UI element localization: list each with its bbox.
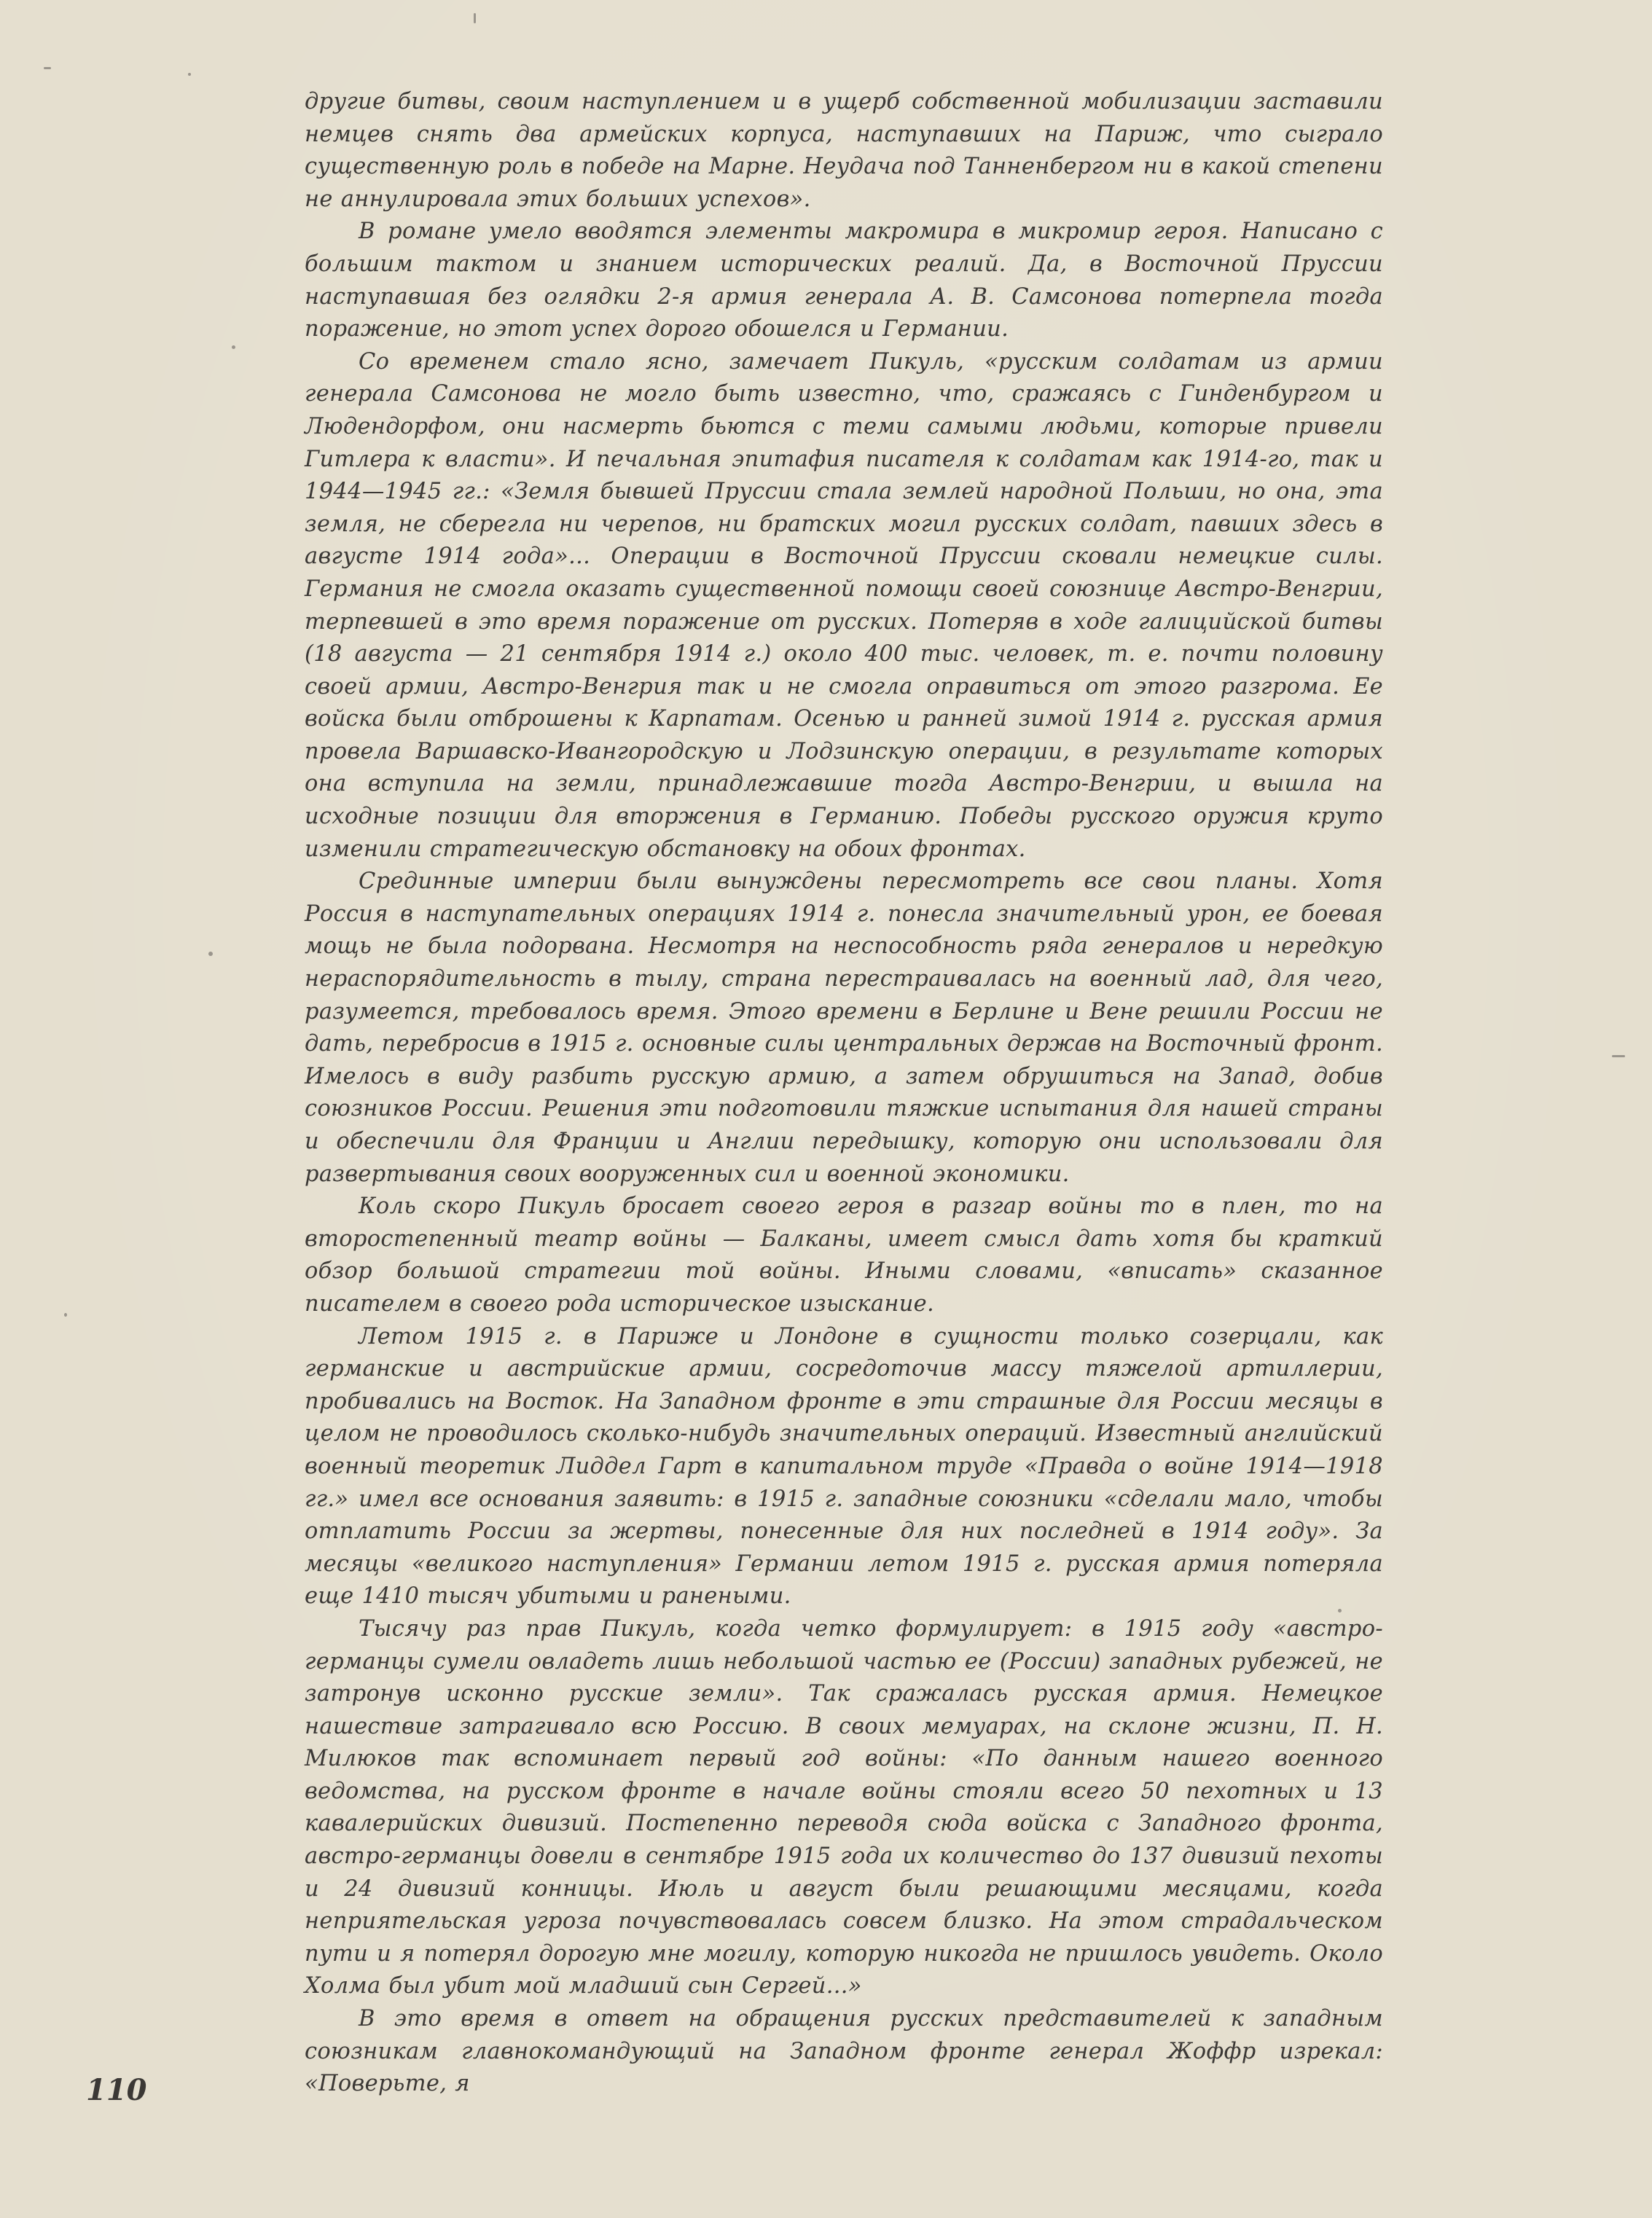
paragraph: Летом 1915 г. в Париже и Лондоне в сущности только созерцали, как германские и австрийские армии, сосредоточив массу тяжелой артиллерии, пробивались на Восток. На Западном фронте в эти страшные для России месяцы в целом не проводилось сколько-нибудь значительных операций. Известный английский военный теоретик Лиддел Гарт в капитальном труде «Правда о войне 1914—1918 гг.» имел все основания заявить: в 1915 г. западные союзники «сделали мало, чтобы отплатить России за жертвы, понесенные для них последней в 1914 году». За месяцы «великого наступления» Германии летом 1915 г. русская армия потеряла еще 1410 тысяч убитыми и ранеными. xyxy=(305,1323,1383,1610)
paper-speck xyxy=(474,13,476,23)
paper-speck xyxy=(232,345,235,349)
paragraph: В это время в ответ на обращения русских представителей к западным союзникам главнокомандующий на Западном фронте генерал Жоффр изрекал: «Поверьте, я xyxy=(305,2006,1383,2097)
paper-speck xyxy=(1612,1055,1625,1057)
paper-speck xyxy=(208,952,213,956)
page-number: 110 xyxy=(86,2073,147,2107)
paragraph: В романе умело вводятся элементы макромира в микромир героя. Написано с большим тактом и знанием исторических реалий. Да, в Восточной Пруссии наступавшая без оглядки 2-я армия генерала А. В. Самсонова потерпела тогда поражение, но этот успех дорого обошелся и Германии. xyxy=(305,219,1383,342)
paper-speck xyxy=(1338,1609,1342,1612)
paragraph: Тысячу раз прав Пикуль, когда четко формулирует: в 1915 году «австро-германцы сумели овладеть лишь небольшой частью ее (России) западных рубежей, не затронув исконно русские земли». Так сражалась русская армия. Немецкое нашествие затрагивало всю Россию. В своих мемуарах, на склоне жизни, П. Н. Милюков так вспоминает первый год войны: «По данным нашего военного ведомства, на русском фронте в начале войны стояли всего 50 пехотных и 13 кавалерийских дивизий. Постепенно переводя сюда войска с Западного фронта, австро-германцы довели в сентябре 1915 года их количество до 137 дивизий пехоты и 24 дивизий конницы. Июль и август были решающими месяцами, когда неприятельская угроза почувствовалась совсем близко. На этом страдальческом пути и я потерял дорогую мне могилу, которую никогда не пришлось увидеть. Около Холма был убит мой младший сын Сергей...» xyxy=(305,1615,1383,1999)
paragraph: Коль скоро Пикуль бросает своего героя в разгар войны то в плен, то на второстепенный театр войны — Балканы, имеет смысл дать хотя бы краткий обзор большой стратегии той войны. Иными словами, «вписать» сказанное писателем в своего рода историческое изыскание. xyxy=(305,1194,1383,1317)
paper-speck xyxy=(44,67,51,69)
paper-speck xyxy=(64,1313,67,1317)
paragraph: Со временем стало ясно, замечает Пикуль, «русским солдатам из армии генерала Самсонова не могло быть известно, что, сражаясь с Гинденбургом и Людендорфом, они насмерть бьются с теми самыми людьми, которые привели Гитлера к власти». И печальная эпитафия писателя к солдатам как 1914-го, так и 1944—1945 гг.: «Земля бывшей Пруссии стала землей народной Польши, но она, эта земля, не сберегла ни черепов, ни братских могил русских солдат, павших здесь в августе 1914 года»... Операции в Восточной Пруссии сковали немецкие силы. Германия не смогла оказать существенной помощи своей союзнице Австро-Венгрии, терпевшей в это время поражение от русских. Потеряв в ходе галицийской битвы (18 августа — 21 сентября 1914 г.) около 400 тыс. человек, т. е. почти половину своей армии, Австро-Венгрия так и не смогла оправиться от этого разгрома. Ее войска были отброшены к Карпатам. Осенью и ранней зимой 1914 г. русская армия провела Варшавско-Ивангородскую и Лодзинскую операции, в результате которых она вступила на земли, принадлежавшие тогда Австро-Венгрии, и вышла на исходные позиции для вторжения в Германию. Победы русского оружия круто изменили стратегическую обстановку на обоих фронтах. xyxy=(305,348,1383,862)
paragraph: Срединные империи были вынуждены пересмотреть все свои планы. Хотя Россия в наступательных операциях 1914 г. понесла значительный урон, ее боевая мощь не была подорвана. Несмотря на неспособность ряда генералов и нередкую нераспорядительность в тылу, страна перестраивалась на военный лад, для чего, разумеется, требовалось время. Этого времени в Берлине и Вене решили России не дать, перебросив в 1915 г. основные силы центральных держав на Восточный фронт. Имелось в виду разбить русскую армию, а затем обрушиться на Запад, добив союзников России. Решения эти подготовили тяжкие испытания для нашей страны и обеспечили для Франции и Англии передышку, которую они использовали для развертывания своих вооруженных сил и военной экономики. xyxy=(305,869,1383,1187)
body-text xyxy=(305,86,1383,2101)
paragraph: другие битвы, своим наступлением и в ущерб собственной мобилизации заставили немцев снять два армейских корпуса, наступавших на Париж, что сыграло существенную роль в победе на Марне. Неудача под Танненбергом ни в какой степени не аннулировала этих больших успехов». xyxy=(305,89,1383,212)
paper-speck xyxy=(188,73,191,76)
